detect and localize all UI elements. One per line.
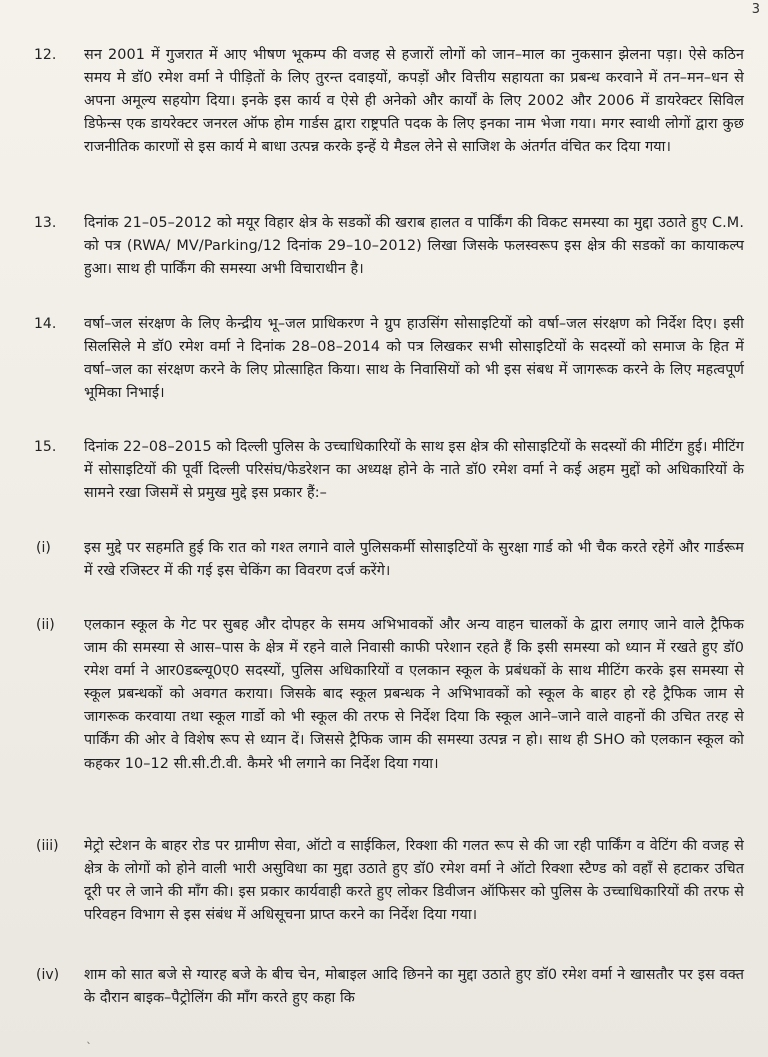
point-text: दिनांक 22–08–2015 को दिल्ली पुलिस के उच्चाधिकारियों के साथ इस क्षेत्र की सोसाइटियों के सदस्यों की मीटिंग हुई। मीटिंग में सोसाइटियों की पूर्वी दिल्ली परिसंघ/फेडरेशन का अध्यक्ष होने के नाते डॉ0 रमेश वर्मा ने कई अहम मुद्दों को अधिकारियों के सामने रखा जिसमें से प्रमुख मुद्दे इस प्रकार हैं:– — [84, 439, 744, 502]
page-number: 3 — [751, 2, 760, 17]
point-number: 14. — [34, 316, 57, 332]
point-text: दिनांक 21–05–2012 को मयूर विहार क्षेत्र के सडकों की खराब हालत व पार्किंग की विकट समस्या का मुद्दा उठाते हुए C.M. को पत्र (RWA/ MV/Parking/12 दिनांक 29–10–2012) लिखा जिसके फलस्वरूप इस क्षेत्र की सडकों का कायाकल्प हुआ। साथ ही पार्किंग की समस्या अभी विचाराधीन है। — [84, 215, 744, 278]
point-number: (i) — [36, 540, 51, 556]
point-number: (iv) — [36, 967, 60, 983]
point-text: सन 2001 में गुजरात में आए भीषण भूकम्प की वजह से हजारों लोगों को जान–माल का नुकसान झेलना पड़ा। ऐसे कठिन समय मे डॉ0 रमेश वर्मा ने पीड़ितों के लिए तुरन्त दवाइयों, कपड़ों और वित्तीय सहायता का प्रबन्ध करवाने में तन–मन–धन से अपना अमूल्य सहयोग दिया। इनके इस कार्य व ऐसे ही अनेको और कार्यों के लिए 2002 और 2006 में डायरेक्टर सिविल डिफेन्स एक डायरेक्टर जनरल ऑफ होम गार्डस द्वारा राष्ट्रपति पदक के लिए इनका नाम भेजा गया। मगर स्वाथी लोगों द्वारा कुछ राजनीतिक कारणों से इस कार्य मे बाधा उत्पन्न करके इन्हें ये मैडल लेने से साजिश के अंतर्गत वंचित कर दिया गया। — [84, 47, 744, 156]
point-text: वर्षा–जल संरक्षण के लिए केन्द्रीय भू–जल प्राधिकरण ने ग्रुप हाउसिंग सोसाइटियों को वर्षा–जल संरक्षण को निर्देश दिए। इसी सिलसिले मे डॉ0 रमेश वर्मा ने दिनांक 28–08–2014 को पत्र लिखकर सभी सोसाइटियों के सदस्यों को समाज के हित में वर्षा–जल का संरक्षण करने के लिए प्रोत्साहित किया। साथ के निवासियों को भी इस संबध में जागरूक करने के लिए महत्वपूर्ण भूमिका निभाई। — [84, 316, 744, 402]
point-number: (iii) — [36, 838, 59, 854]
stray-mark: ˎ — [86, 1030, 92, 1044]
point-number: 13. — [34, 215, 57, 231]
point-text: मेट्रो स्टेशन के बाहर रोड पर ग्रामीण सेवा, ऑटो व साईकिल, रिक्शा की गलत रूप से की जा रही पार्किंग व वेटिंग की वजह से क्षेत्र के लोगों को होने वाली भारी असुविधा का मुद्दा उठाते हुए डॉ0 रमेश वर्मा ने ऑटो रिक्शा स्टैण्ड को वहाँ से हटाकर उचित दूरी पर ले जाने की माँग की। इस प्रकार कार्यवाही करते हुए लोकर डिवीजन ऑफिसर को पुलिस के उच्चाधिकारियों की तरफ से परिवहन विभाग से इस संबंध में अधिसूचना प्राप्त करने का निर्देश दिया गया। — [84, 838, 744, 924]
point-text: एलकान स्कूल के गेट पर सुबह और दोपहर के समय अभिभावकों और अन्य वाहन चालकों के द्वारा लगाए जाने वाले ट्रैफिक जाम की समस्या से आस–पास के क्षेत्र में रहने वाले निवासी काफी परेशान रहते हैं कि इसी समस्या को ध्यान में रखते हुए डॉ0 रमेश वर्मा ने आर0डब्ल्यू0ए0 सदस्यों, पुलिस अधिकारियों व एलकान स्कूल के प्रबंधकों के साथ मीटिंग करके इस समस्या से स्कूल प्रबन्धकों को अवगत कराया। जिसके बाद स्कूल प्रबन्धक ने अभिभावकों को स्कूल के बाहर हो रहे ट्रैफिक जाम से जागरूक करवाया तथा स्कूल गार्डो को भी स्कूल की तरफ से निर्देश दिया कि स्कूल आने–जाने वाले वाहनों की उचित तरह से पार्किंग की ओर वे विशेष रूप से ध्यान दें। जिससे ट्रैफिक जाम की समस्या उत्पन्न न हो। साथ ही SHO को एलकान स्कूल को कहकर 10–12 सी.सी.टी.वी. कैमरे भी लगाने का निर्देश दिया गया। — [84, 617, 744, 772]
point-number: 15. — [34, 439, 57, 455]
point-number: 12. — [34, 47, 57, 63]
point-text: इस मुद्दे पर सहमति हुई कि रात को गश्त लगाने वाले पुलिसकर्मी सोसाइटियों के सुरक्षा गार्ड को भी चैक करते रहेगें और गार्डरूम में रखे रजिस्टर में की गई इस चेकिंग का विवरण दर्ज करेंगे। — [84, 540, 744, 580]
point-number: (ii) — [36, 617, 55, 633]
point-text: शाम को सात बजे से ग्यारह बजे के बीच चेन, मोबाइल आदि छिनने का मुद्दा उठाते हुए डॉ0 रमेश वर्मा ने खासतौर पर इस वक्त के दौरान बाइक–पैट्रोलिंग की माँग करते हुए कहा कि — [84, 967, 744, 1007]
